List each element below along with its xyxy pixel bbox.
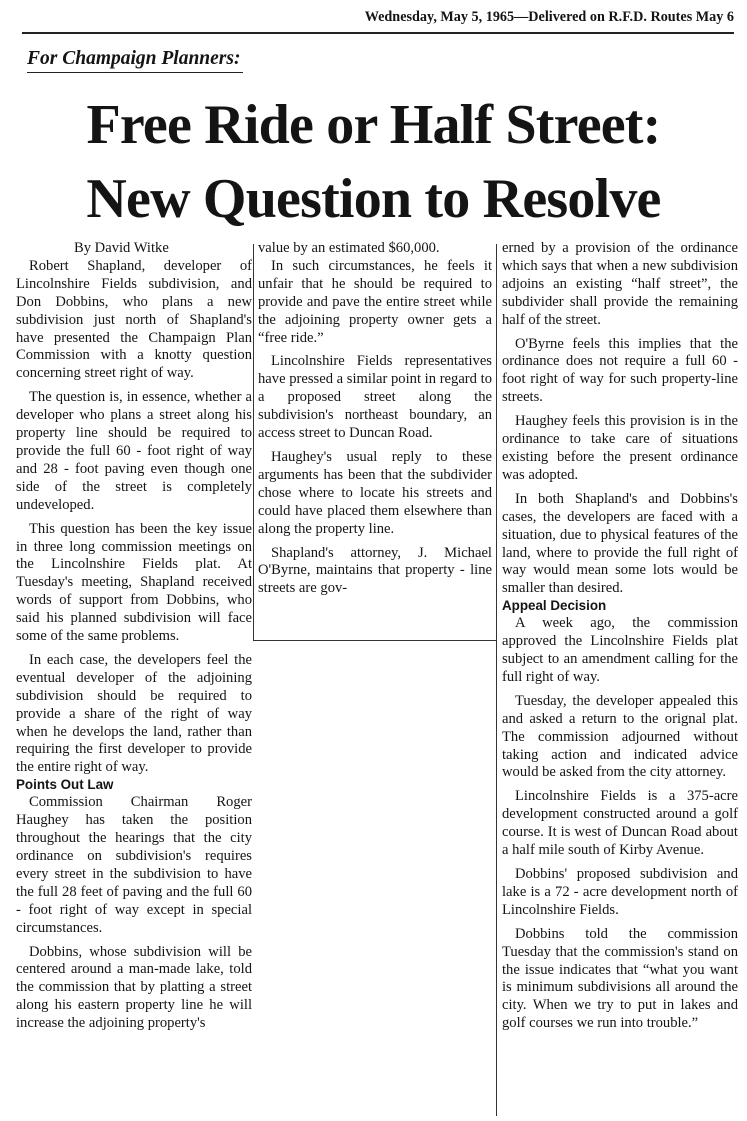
paragraph: erned by a provision of the ordinance which says that when a new subdivision adjoins an existing “half street”, the subdivider shall provide the remaining half of the street. [502, 240, 738, 328]
kicker: For Champaign Planners: [27, 46, 243, 73]
headline [10, 88, 737, 236]
paragraph: A week ago, the commission approved the Lincolnshire Fields plat subject to an amendment calling for the full right of way. [502, 615, 738, 685]
paragraph: Dobbins' proposed subdivision and lake is a 72 - acre development north of Lincolnshire Fields. [502, 866, 738, 918]
column-rule-bottom [253, 640, 496, 641]
paragraph: This question has been the key issue in three long commission meetings on the Lincolnshire Fields plat. At Tuesday's meeting, Shapland received words of support from Dobbins, who said his planned subdivision will face some of the same problems. [16, 520, 252, 645]
headline-line-1: Free Ride or Half Street: [86, 94, 661, 156]
paragraph: Haughey's usual reply to these arguments has been that the subdivider chose where to locate his streets and could have placed them elsewhere than along the property line. [258, 448, 492, 537]
paragraph: In both Shapland's and Dobbins's cases, the developers are faced with a situation, due to physical features of the land, where to provide the full right of way would mean some lots would be smaller than desired. [502, 490, 738, 597]
paragraph: The question is, in essence, whether a developer who plans a street along his property line should be required to provide the full 60 - foot right of way and 28 - foot paving even though one side of the street is completely undeveloped. [16, 389, 252, 513]
paragraph: Shapland's attorney, J. Michael O'Byrne, maintains that property - line streets are gov- [258, 544, 492, 597]
paragraph: In each case, the developers feel the eventual developer of the adjoining subdivision should be required to provide a share of the right of way when he develops the land, rather than requiring the first developer to provide the entire right of way. [16, 651, 252, 776]
paragraph: In such circumstances, he feels it unfair that he should be required to provide and pave the entire street while the adjoining property owner gets a “free ride.” [258, 257, 492, 346]
paragraph: Haughey feels this provision is in the ordinance to take care of situations existing before the present ordinance was adopted. [502, 413, 738, 483]
subhead-appeal-decision: Appeal Decision [502, 598, 607, 614]
subhead-points-out-law: Points Out Law [16, 777, 114, 793]
dateline: Wednesday, May 5, 1965—Delivered on R.F.D. Routes May 6 [22, 6, 734, 34]
column-3 [502, 240, 738, 1039]
headline-line-2: New Question to Resolve [86, 168, 661, 230]
paragraph: O'Byrne feels this implies that the ordinance does not require a full 60 - foot right of way for such property-line streets. [502, 335, 738, 406]
paragraph: Robert Shapland, developer of Lincolnshire Fields subdivision, and Don Dobbins, who plans a new subdivision just north of Shapland's have presented the Champaign Plan Commission with a knotty question concerning street right of way. [16, 257, 252, 382]
paragraph: Commission Chairman Roger Haughey has taken the position throughout the hearings that the city ordinance on subdivision's requires every street in the subdivision to have the full 28 feet of paving and the full 60 - foot right of way except in special circumstances. [16, 794, 252, 936]
paragraph: Dobbins told the commission Tuesday that the commission's stand on the issue indicates that “what you want is minimum subdivisions all around the city. When we try to put in lakes and golf courses we run into trouble.” [502, 925, 738, 1032]
paragraph: Lincolnshire Fields representatives have pressed a similar point in regard to a proposed street along the subdivision's northeast boundary, an access street to Duncan Road. [258, 353, 492, 442]
byline: By David Witke [74, 240, 169, 256]
paragraph: Dobbins, whose subdivision will be centered around a man-made lake, told the commission that by platting a street along his eastern property line he will increase the adjoining property's [16, 943, 252, 1032]
column-rule-left [253, 244, 254, 640]
paragraph: value by an estimated $60,000. [258, 240, 440, 256]
column-2 [258, 240, 492, 604]
column-1 [16, 240, 252, 1039]
paragraph: Tuesday, the developer appealed this and asked a return to the orignal plat. The commission adjourned without taking action and indicated advice would be asked from the city attorney. [502, 692, 738, 781]
paragraph: Lincolnshire Fields is a 375-acre development constructed around a golf course. It is west of Duncan Road about a half mile south of Kirby Avenue. [502, 788, 738, 859]
column-rule-right [496, 244, 497, 1116]
